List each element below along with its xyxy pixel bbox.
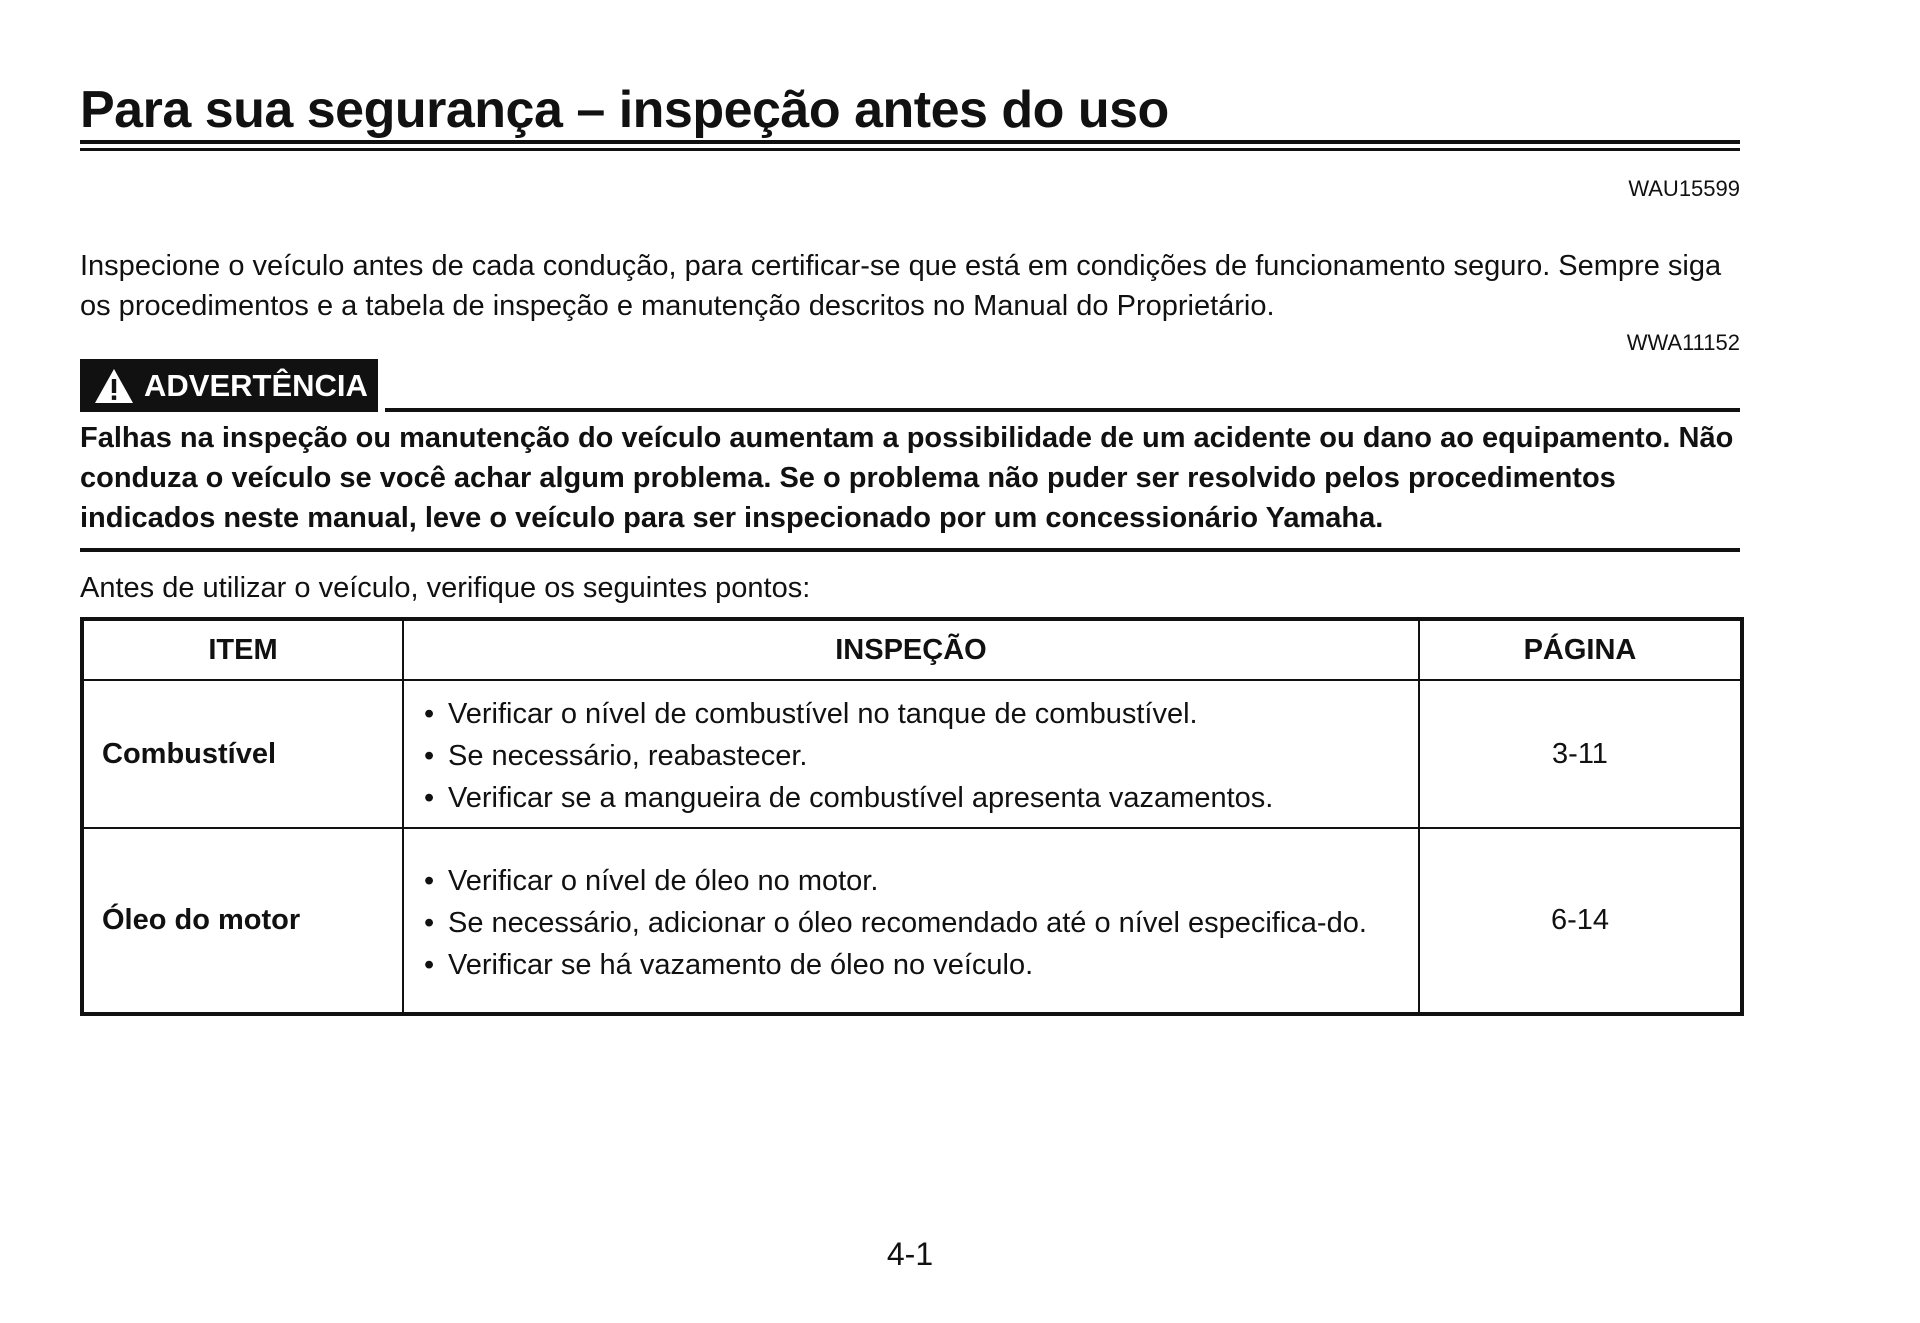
warning-text: Falhas na inspeção ou manutenção do veículo aumentam a possibilidade de um acidente ou dano ao equipamento. Não conduza o veículo se você achar algum problema. Se o problema não puder ser resolvido pelos procedimentos indicados neste manual, leve o veículo para ser inspecionado por um concessionário Yamaha. xyxy=(80,422,1734,534)
page-title: Para sua segurança – inspeção antes do uso xyxy=(80,81,1169,139)
warning-label: ADVERTÊNCIA xyxy=(144,367,368,403)
list-item: • Se necessário, adicionar o óleo recomendado até o nível especifica-do. xyxy=(422,902,1388,944)
inspection-list xyxy=(422,860,1388,986)
list-item: • Verificar se há vazamento de óleo no veículo. xyxy=(422,944,1388,986)
page-ref-cell: 3-11 xyxy=(1419,680,1742,828)
header-inspection: INSPEÇÃO xyxy=(403,619,1419,680)
warning-triangle-icon xyxy=(94,368,134,404)
list-item: • Verificar se a mangueira de combustível apresenta vazamentos. xyxy=(422,777,1388,819)
header-page: PÁGINA xyxy=(1419,619,1742,680)
table-row xyxy=(82,680,1742,828)
intro-paragraph: Inspecione o veículo antes de cada condução, para certificar-se que está em condições de funcionamento seguro. Sempre siga os procedimentos e a tabela de inspeção e manutenção descritos no Manual do Proprietário. xyxy=(80,250,1722,322)
title-rule-thin xyxy=(80,148,1740,151)
inspection-list xyxy=(422,693,1388,819)
table-row xyxy=(82,828,1742,1014)
title-rule-thick xyxy=(80,140,1740,144)
page-ref-cell: 6-14 xyxy=(1419,828,1742,1014)
header-item: ITEM xyxy=(82,619,403,680)
warning-bottom-rule xyxy=(80,548,1740,552)
table-intro: Antes de utilizar o veículo, verifique os seguintes pontos: xyxy=(80,572,811,604)
table-header-row xyxy=(82,619,1742,680)
manual-page xyxy=(80,0,1740,1323)
list-item: • Verificar o nível de óleo no motor. xyxy=(422,860,1388,902)
warning-badge xyxy=(80,359,378,412)
warning-code: WWA11152 xyxy=(1626,330,1740,355)
warning-rule xyxy=(385,408,1740,412)
list-item: • Verificar o nível de combustível no tanque de combustível. xyxy=(422,693,1388,735)
page-number: 4-1 xyxy=(886,1236,934,1272)
inspection-cell xyxy=(403,828,1419,1014)
list-item: • Se necessário, reabastecer. xyxy=(422,735,1388,777)
inspection-table xyxy=(80,617,1744,1016)
inspection-cell xyxy=(403,680,1419,828)
section-code: WAU15599 xyxy=(1628,176,1740,201)
item-cell: Óleo do motor xyxy=(82,828,403,1014)
item-cell: Combustível xyxy=(82,680,403,828)
